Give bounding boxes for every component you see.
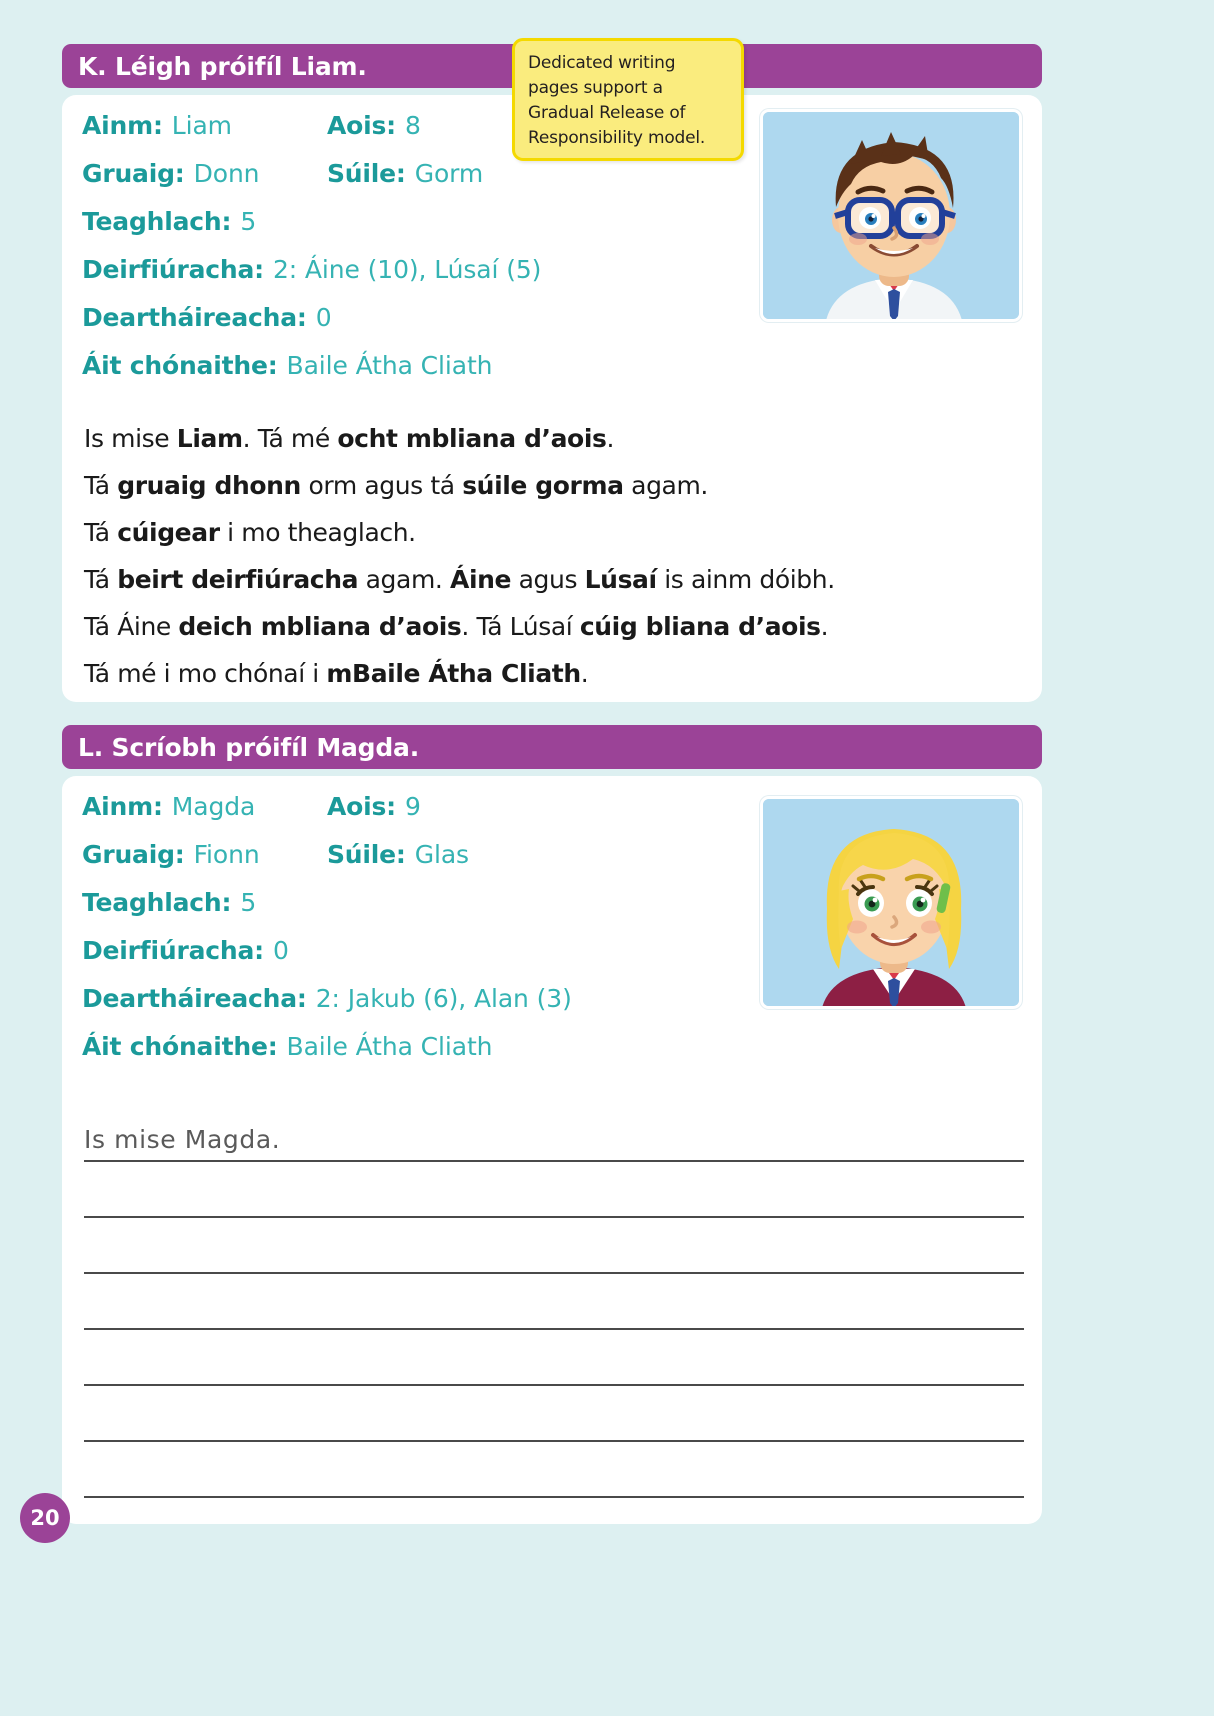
- field-label: Aois:: [327, 111, 396, 140]
- field-value: 5: [240, 888, 257, 917]
- writing-line[interactable]: [84, 1218, 1024, 1274]
- field-aois: [327, 111, 421, 140]
- page-number-badge: [20, 1493, 70, 1543]
- writing-line[interactable]: [84, 1274, 1024, 1330]
- liam-body-text: [84, 415, 1024, 697]
- section-k-card: [62, 95, 1042, 702]
- field-dearthaireacha: [82, 303, 332, 332]
- section-l-card: [62, 776, 1042, 1524]
- body-line-6: Tá mé i mo chónaí i mBaile Átha Cliath.: [84, 659, 589, 688]
- field-suile: [327, 840, 469, 869]
- field-label: Aois:: [327, 792, 396, 821]
- profile-row: [82, 351, 772, 399]
- profile-row: [82, 888, 772, 936]
- writing-line-text: Is mise Magda.: [84, 1125, 281, 1154]
- girl-avatar-icon: [763, 799, 1022, 1009]
- profile-row: [82, 840, 772, 888]
- boy-avatar-icon: [763, 112, 1022, 322]
- field-label: Teaghlach:: [82, 207, 232, 236]
- profile-row: [82, 792, 772, 840]
- field-value: Baile Átha Cliath: [286, 351, 493, 380]
- body-line-4: Tá beirt deirfiúracha agam. Áine agus Lúsaí is ainm dóibh.: [84, 565, 835, 594]
- field-dearthaireacha: [82, 984, 572, 1013]
- field-label: Súile:: [327, 159, 406, 188]
- field-label: Deartháireacha:: [82, 984, 307, 1013]
- annotation-callout: [512, 38, 744, 161]
- annotation-callout-text: Dedicated writing pages support a Gradual Release of Responsibility model.: [528, 53, 706, 148]
- field-value: Fionn: [193, 840, 260, 869]
- section-header-l: [62, 725, 1042, 769]
- profile-row: [82, 984, 772, 1032]
- field-deirfiuracha: [82, 255, 541, 284]
- field-value: 0: [315, 303, 332, 332]
- section-k-title: K. Léigh próifíl Liam.: [78, 51, 367, 81]
- writing-line[interactable]: [84, 1442, 1024, 1498]
- profile-row: [82, 207, 772, 255]
- field-value: Magda: [171, 792, 256, 821]
- page-number-text: 20: [30, 1506, 60, 1530]
- field-aois: [327, 792, 421, 821]
- profile-row: [82, 1032, 772, 1080]
- field-ainm: [82, 111, 327, 140]
- field-label: Áit chónaithe:: [82, 1032, 278, 1061]
- profile-magda: [82, 792, 772, 1080]
- field-value: 2: Áine (10), Lúsaí (5): [272, 255, 542, 284]
- field-gruaig: [82, 159, 327, 188]
- field-label: Deirfiúracha:: [82, 936, 264, 965]
- writing-area-magda[interactable]: [84, 1106, 1024, 1498]
- profile-row: [82, 159, 772, 207]
- field-label: Gruaig:: [82, 840, 185, 869]
- field-ainm: [82, 792, 327, 821]
- field-suile: [327, 159, 483, 188]
- section-l-title: L. Scríobh próifíl Magda.: [78, 732, 420, 762]
- writing-line[interactable]: [84, 1386, 1024, 1442]
- body-line-2: Tá gruaig dhonn orm agus tá súile gorma agam.: [84, 471, 708, 500]
- avatar-liam: [760, 109, 1022, 322]
- field-label: Teaghlach:: [82, 888, 232, 917]
- field-label: Ainm:: [82, 111, 163, 140]
- field-ait-chonaithe: [82, 351, 492, 380]
- field-label: Deartháireacha:: [82, 303, 307, 332]
- writing-line[interactable]: [84, 1162, 1024, 1218]
- avatar-magda: [760, 796, 1022, 1009]
- field-gruaig: [82, 840, 327, 869]
- field-deirfiuracha: [82, 936, 289, 965]
- field-value: 8: [404, 111, 421, 140]
- field-teaghlach: [82, 888, 256, 917]
- field-value: 9: [404, 792, 421, 821]
- field-value: 0: [272, 936, 289, 965]
- writing-line[interactable]: [84, 1330, 1024, 1386]
- field-label: Áit chónaithe:: [82, 351, 278, 380]
- body-line-3: Tá cúigear i mo theaglach.: [84, 518, 416, 547]
- field-label: Gruaig:: [82, 159, 185, 188]
- body-line-1: Is mise Liam. Tá mé ocht mbliana d’aois.: [84, 424, 615, 453]
- field-value: 2: Jakub (6), Alan (3): [315, 984, 572, 1013]
- body-line-5: Tá Áine deich mbliana d’aois. Tá Lúsaí cúig bliana d’aois.: [84, 612, 829, 641]
- field-label: Súile:: [327, 840, 406, 869]
- field-value: Glas: [414, 840, 469, 869]
- field-ait-chonaithe: [82, 1032, 492, 1061]
- field-label: Ainm:: [82, 792, 163, 821]
- field-value: Baile Átha Cliath: [286, 1032, 493, 1061]
- field-teaghlach: [82, 207, 256, 236]
- field-value: Donn: [193, 159, 260, 188]
- field-value: Liam: [171, 111, 232, 140]
- writing-line[interactable]: [84, 1106, 1024, 1162]
- field-value: 5: [240, 207, 257, 236]
- profile-row: [82, 936, 772, 984]
- profile-row: [82, 303, 772, 351]
- field-value: Gorm: [414, 159, 484, 188]
- field-label: Deirfiúracha:: [82, 255, 264, 284]
- profile-row: [82, 255, 772, 303]
